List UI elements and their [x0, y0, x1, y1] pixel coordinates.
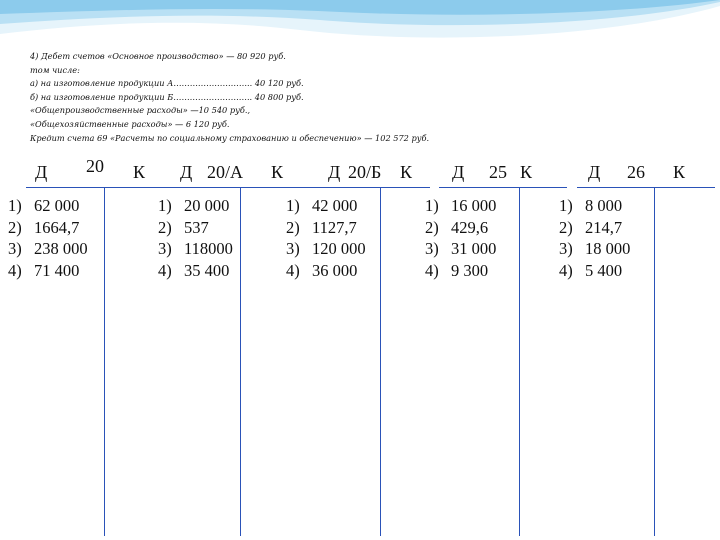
entry-row: 1) 16 000	[425, 196, 497, 215]
debit-label: Д	[452, 162, 465, 182]
entry-row: 2) 429,6	[425, 217, 489, 237]
account-divider	[240, 188, 241, 536]
intro-line: том числе:	[30, 64, 80, 75]
intro-line: Кредит счета 69 «Расчеты по социальному страхованию и обеспечению» — 102 572 руб.	[30, 132, 430, 143]
entry-row: 1) 42 000	[286, 196, 358, 215]
credit-label: К	[673, 162, 686, 182]
entry-row: 2) 537	[158, 217, 209, 237]
debit-label: Д	[328, 162, 341, 182]
entry-row: 1) 20 000	[158, 196, 230, 215]
account-number: 20/А	[207, 162, 243, 182]
account-divider	[104, 188, 105, 536]
entry-row: 4) 9 300	[425, 260, 489, 280]
entry-row: 3) 18 000	[559, 239, 631, 259]
entry-row: 2) 1664,7	[8, 217, 80, 237]
entry-row: 1) 62 000	[8, 196, 80, 215]
intro-line: б) на изготовление продукции Б……………………….. 40 800 руб.	[30, 91, 304, 102]
account-number: 26	[627, 162, 645, 182]
entry-row: 3) 238 000	[8, 239, 88, 259]
entry-row: 3) 120 000	[286, 239, 366, 259]
debit-label: Д	[35, 162, 48, 182]
credit-label: К	[271, 162, 284, 182]
entry-row: 3) 118000	[158, 239, 233, 259]
account-divider	[654, 188, 655, 536]
credit-label: К	[520, 162, 533, 182]
account-number: 25	[489, 162, 507, 182]
intro-line: «Общехозяйственные расходы» — 6 120 руб.	[30, 118, 230, 129]
account-rule	[577, 187, 715, 188]
debit-label: Д	[180, 162, 193, 182]
account-number: 20/Б	[348, 162, 382, 182]
account-divider	[380, 188, 381, 536]
intro-line: «Общепроизводственные расходы» —10 540 руб.,	[30, 105, 251, 116]
entry-row: 4) 36 000	[286, 260, 358, 280]
transaction-description	[30, 50, 550, 145]
account-rule	[302, 187, 430, 188]
entry-row: 2) 214,7	[559, 217, 623, 237]
intro-line: 4) Дебет счетов «Основное производство» — 80 920 руб.	[30, 51, 286, 61]
entry-row: 2) 1127,7	[286, 217, 357, 237]
account-divider	[519, 188, 520, 536]
entry-row: 3) 31 000	[425, 239, 497, 259]
debit-label: Д	[588, 162, 601, 182]
entry-row: 1) 8 000	[559, 196, 623, 215]
credit-label: К	[133, 162, 146, 182]
intro-line: а) на изготовление продукции А……………………….. 40 120 руб.	[30, 78, 304, 89]
entry-row: 4) 71 400	[8, 260, 80, 280]
credit-label: К	[400, 162, 413, 182]
entry-row: 4) 35 400	[158, 260, 230, 280]
account-rule	[439, 187, 567, 188]
account-number: 20	[86, 156, 104, 176]
entry-row: 4) 5 400	[559, 260, 623, 280]
